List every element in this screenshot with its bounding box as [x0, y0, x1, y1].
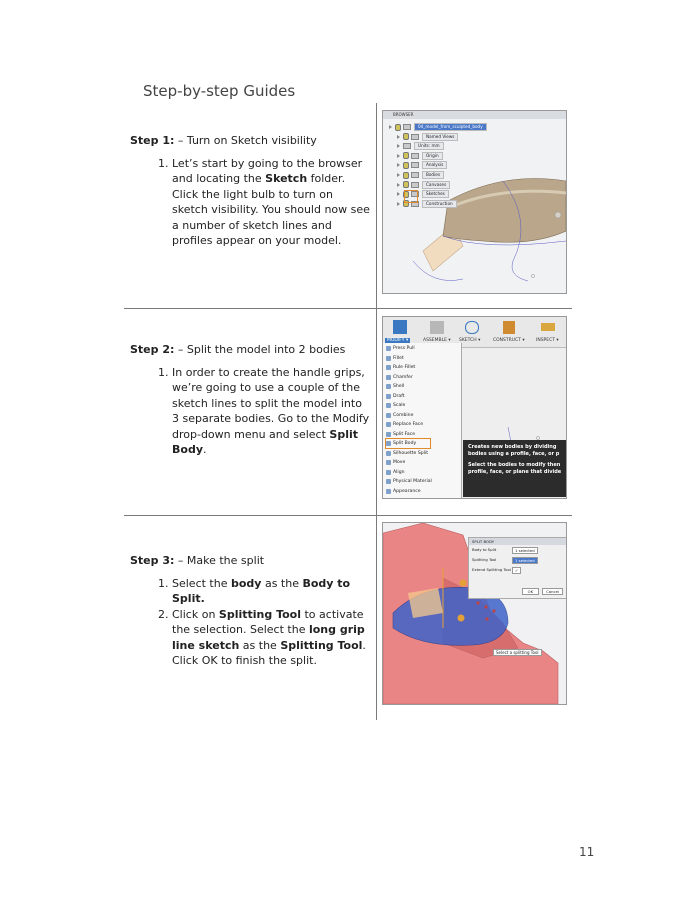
menu-item-icon [386, 375, 391, 380]
ok-button[interactable]: OK [522, 588, 539, 595]
tooltip-line-1: Creates new bodies by dividing bodies using a profile, face, or p [468, 444, 560, 457]
step-label: Step 3: [130, 554, 175, 567]
menu-item-label: Rule Fillet [393, 365, 416, 370]
expand-icon[interactable] [389, 125, 392, 129]
dialog-row-value[interactable]: 1 selected [512, 547, 538, 554]
sketch-icon [465, 321, 479, 334]
step-heading [130, 342, 370, 358]
page-number: 11 [579, 845, 595, 859]
menu-item-label: Replace Face [393, 422, 424, 427]
table-divider-2 [124, 515, 572, 516]
menu-item-icon [386, 479, 391, 484]
menu-item[interactable] [386, 365, 415, 370]
modify-dropdown [383, 343, 462, 498]
menu-item-label: Shell [393, 384, 405, 389]
menu-item-label: Split Body [393, 441, 417, 446]
light-bulb-icon[interactable] [403, 133, 409, 140]
menu-item[interactable] [386, 413, 413, 418]
folder-icon [411, 153, 419, 159]
split-body-highlight [385, 438, 431, 449]
dialog-row [469, 545, 566, 555]
step-instructions [130, 365, 370, 458]
tool-hint: Select a splitting Tool [493, 649, 542, 656]
browser-row-label: Named Views [422, 133, 458, 141]
browser-row[interactable] [397, 171, 444, 179]
menu-item-icon [386, 451, 391, 456]
menu-item-label: Fillet [393, 355, 404, 361]
highlight-box [404, 190, 418, 203]
menu-item-label: Silhouette Split [393, 450, 429, 456]
browser-row-label: Construction [422, 200, 457, 208]
page-title: Step-by-step Guides [143, 82, 296, 100]
menu-item-icon [386, 413, 391, 418]
light-bulb-icon[interactable] [403, 172, 409, 179]
menu-item-icon [386, 365, 391, 370]
browser-row-label: Units: mm [414, 142, 444, 150]
browser-row[interactable] [389, 123, 487, 131]
menu-item-icon [386, 460, 391, 465]
table-divider-vertical [376, 103, 377, 720]
menu-item-label: Align [393, 469, 405, 475]
tooltip-line-2: Select the bodies to modify then profile, face, or plane that divide [468, 462, 562, 475]
expand-icon[interactable] [397, 163, 400, 167]
menu-item[interactable] [386, 375, 413, 380]
expand-icon[interactable] [397, 135, 400, 139]
assemble-icon [430, 321, 444, 334]
light-bulb-icon[interactable] [403, 162, 409, 169]
instruction-item: 1. Let’s start by going to the browser and locating the Sketch folder. Click the light bulb to turn on sketch visibility. You should now see a number of sketch lines and profiles appear on your model. [172, 156, 370, 249]
menu-item[interactable] [386, 346, 415, 351]
menu-item-label: Move [393, 460, 406, 465]
step-3 [130, 553, 370, 669]
menu-item-icon [386, 470, 391, 475]
dialog-row-label: Splitting Tool [472, 556, 497, 562]
dialog-title: SPLIT BODY [469, 538, 566, 545]
dialog-row [469, 555, 566, 565]
expand-icon[interactable] [397, 173, 400, 177]
expand-icon[interactable] [397, 183, 400, 187]
dialog-row-label: Body to Split [472, 546, 497, 552]
instruction-item: 2. Click on Splitting Tool to activate the selection. Select the long grip line sketch as the Splitting Tool. Click OK to finish the split. [172, 607, 370, 669]
step-2 [130, 342, 370, 458]
dialog-row-label: Extend Splitting Tool [472, 566, 511, 572]
cancel-button[interactable]: Cancel [542, 588, 563, 595]
menu-item[interactable] [386, 470, 405, 475]
menu-item[interactable] [386, 394, 405, 399]
construct-icon [503, 321, 515, 334]
step-instructions [130, 576, 370, 669]
step-label: Step 2: [130, 343, 175, 356]
step-subtitle: – Turn on Sketch visibility [174, 134, 317, 147]
browser-row-label: Bodies [422, 171, 444, 179]
toolbar-menu-4[interactable]: INSPECT ▾ [536, 338, 559, 343]
expand-icon[interactable] [397, 192, 400, 196]
menu-item-label: Combine [393, 412, 414, 418]
dialog-row-value[interactable]: ✓ [512, 567, 521, 574]
menu-item[interactable] [386, 460, 405, 465]
menu-item-label: Physical Material [393, 479, 432, 484]
step-subtitle: – Make the split [174, 554, 265, 567]
menu-item-icon [386, 356, 391, 361]
folder-icon [411, 182, 419, 188]
step-subtitle: – Split the model into 2 bodies [174, 343, 346, 356]
menu-item-label: Split Face [393, 431, 416, 437]
browser-row[interactable] [397, 133, 458, 141]
browser-header: BROWSER [383, 111, 566, 119]
menu-item-label: Press Pull [393, 346, 415, 351]
menu-item[interactable] [386, 489, 421, 494]
menu-item-icon [386, 384, 391, 389]
menu-item-icon [386, 403, 391, 408]
browser-row[interactable] [397, 181, 450, 189]
step-heading [130, 553, 370, 569]
menu-item[interactable] [386, 479, 432, 484]
browser-row-label: Canvases [422, 181, 450, 189]
modify-icon [393, 320, 407, 334]
menu-item-icon [386, 432, 391, 437]
toolbar-menu-0[interactable]: MODIFY ▾ [387, 338, 409, 343]
browser-row-label: Origin [422, 152, 443, 160]
step-heading [130, 133, 370, 149]
menu-item[interactable] [386, 451, 428, 456]
table-divider-1 [124, 308, 572, 309]
toolbar-menu-2[interactable]: SKETCH ▾ [459, 338, 481, 343]
split-body-dialog [468, 537, 567, 599]
split-body-tooltip [463, 440, 567, 497]
light-bulb-icon[interactable] [403, 152, 409, 159]
folder-icon [403, 124, 411, 130]
screenshot-modify-menu [382, 316, 567, 499]
menu-item[interactable] [386, 422, 423, 427]
inspect-icon [541, 323, 555, 331]
browser-row-label: Analysis [422, 161, 447, 169]
step-1 [130, 133, 370, 249]
folder-icon [411, 162, 419, 168]
menu-item[interactable] [386, 403, 405, 408]
browser-row-label: 04_model_from_sculpted_body [414, 123, 487, 131]
menu-item[interactable] [386, 432, 415, 437]
menu-item-label: Appearance [393, 488, 421, 494]
menu-item-icon [386, 394, 391, 399]
menu-item[interactable] [386, 356, 404, 361]
folder-icon [411, 172, 419, 178]
instruction-item: 1. In order to create the handle grips, we’re going to use a couple of the sketch lines to split the model into 3 separate bodies. Go to the Modify drop-down menu and select Split Body. [172, 365, 370, 458]
menu-item-icon [386, 489, 391, 494]
browser-row-label: Sketches [422, 190, 449, 198]
folder-icon [403, 143, 411, 149]
screenshot-browser [382, 110, 567, 294]
toolbar-menu-1[interactable]: ASSEMBLE ▾ [423, 338, 451, 343]
browser-row[interactable] [397, 152, 443, 160]
light-bulb-icon[interactable] [403, 181, 409, 188]
step-label: Step 1: [130, 134, 175, 147]
menu-item-label: Draft [393, 393, 405, 399]
expand-icon[interactable] [397, 144, 400, 148]
folder-icon [411, 134, 419, 140]
menu-item-label: Chamfer [393, 374, 413, 380]
menu-item-icon [386, 346, 391, 351]
menu-item-label: Scale [393, 403, 406, 408]
screenshot-split-body [382, 522, 567, 705]
browser-row[interactable] [397, 142, 444, 150]
light-bulb-icon[interactable] [395, 124, 401, 131]
dialog-row [469, 565, 566, 575]
browser-row[interactable] [397, 161, 447, 169]
expand-icon[interactable] [397, 154, 400, 158]
expand-icon[interactable] [397, 202, 400, 206]
menu-item[interactable] [386, 384, 404, 389]
step-instructions [130, 156, 370, 249]
menu-item-icon [386, 422, 391, 427]
instruction-item: 1. Select the body as the Body to Split. [172, 576, 370, 607]
toolbar-menu-3[interactable]: CONSTRUCT ▾ [493, 338, 525, 343]
dialog-row-value[interactable]: 1 selected [512, 557, 538, 564]
